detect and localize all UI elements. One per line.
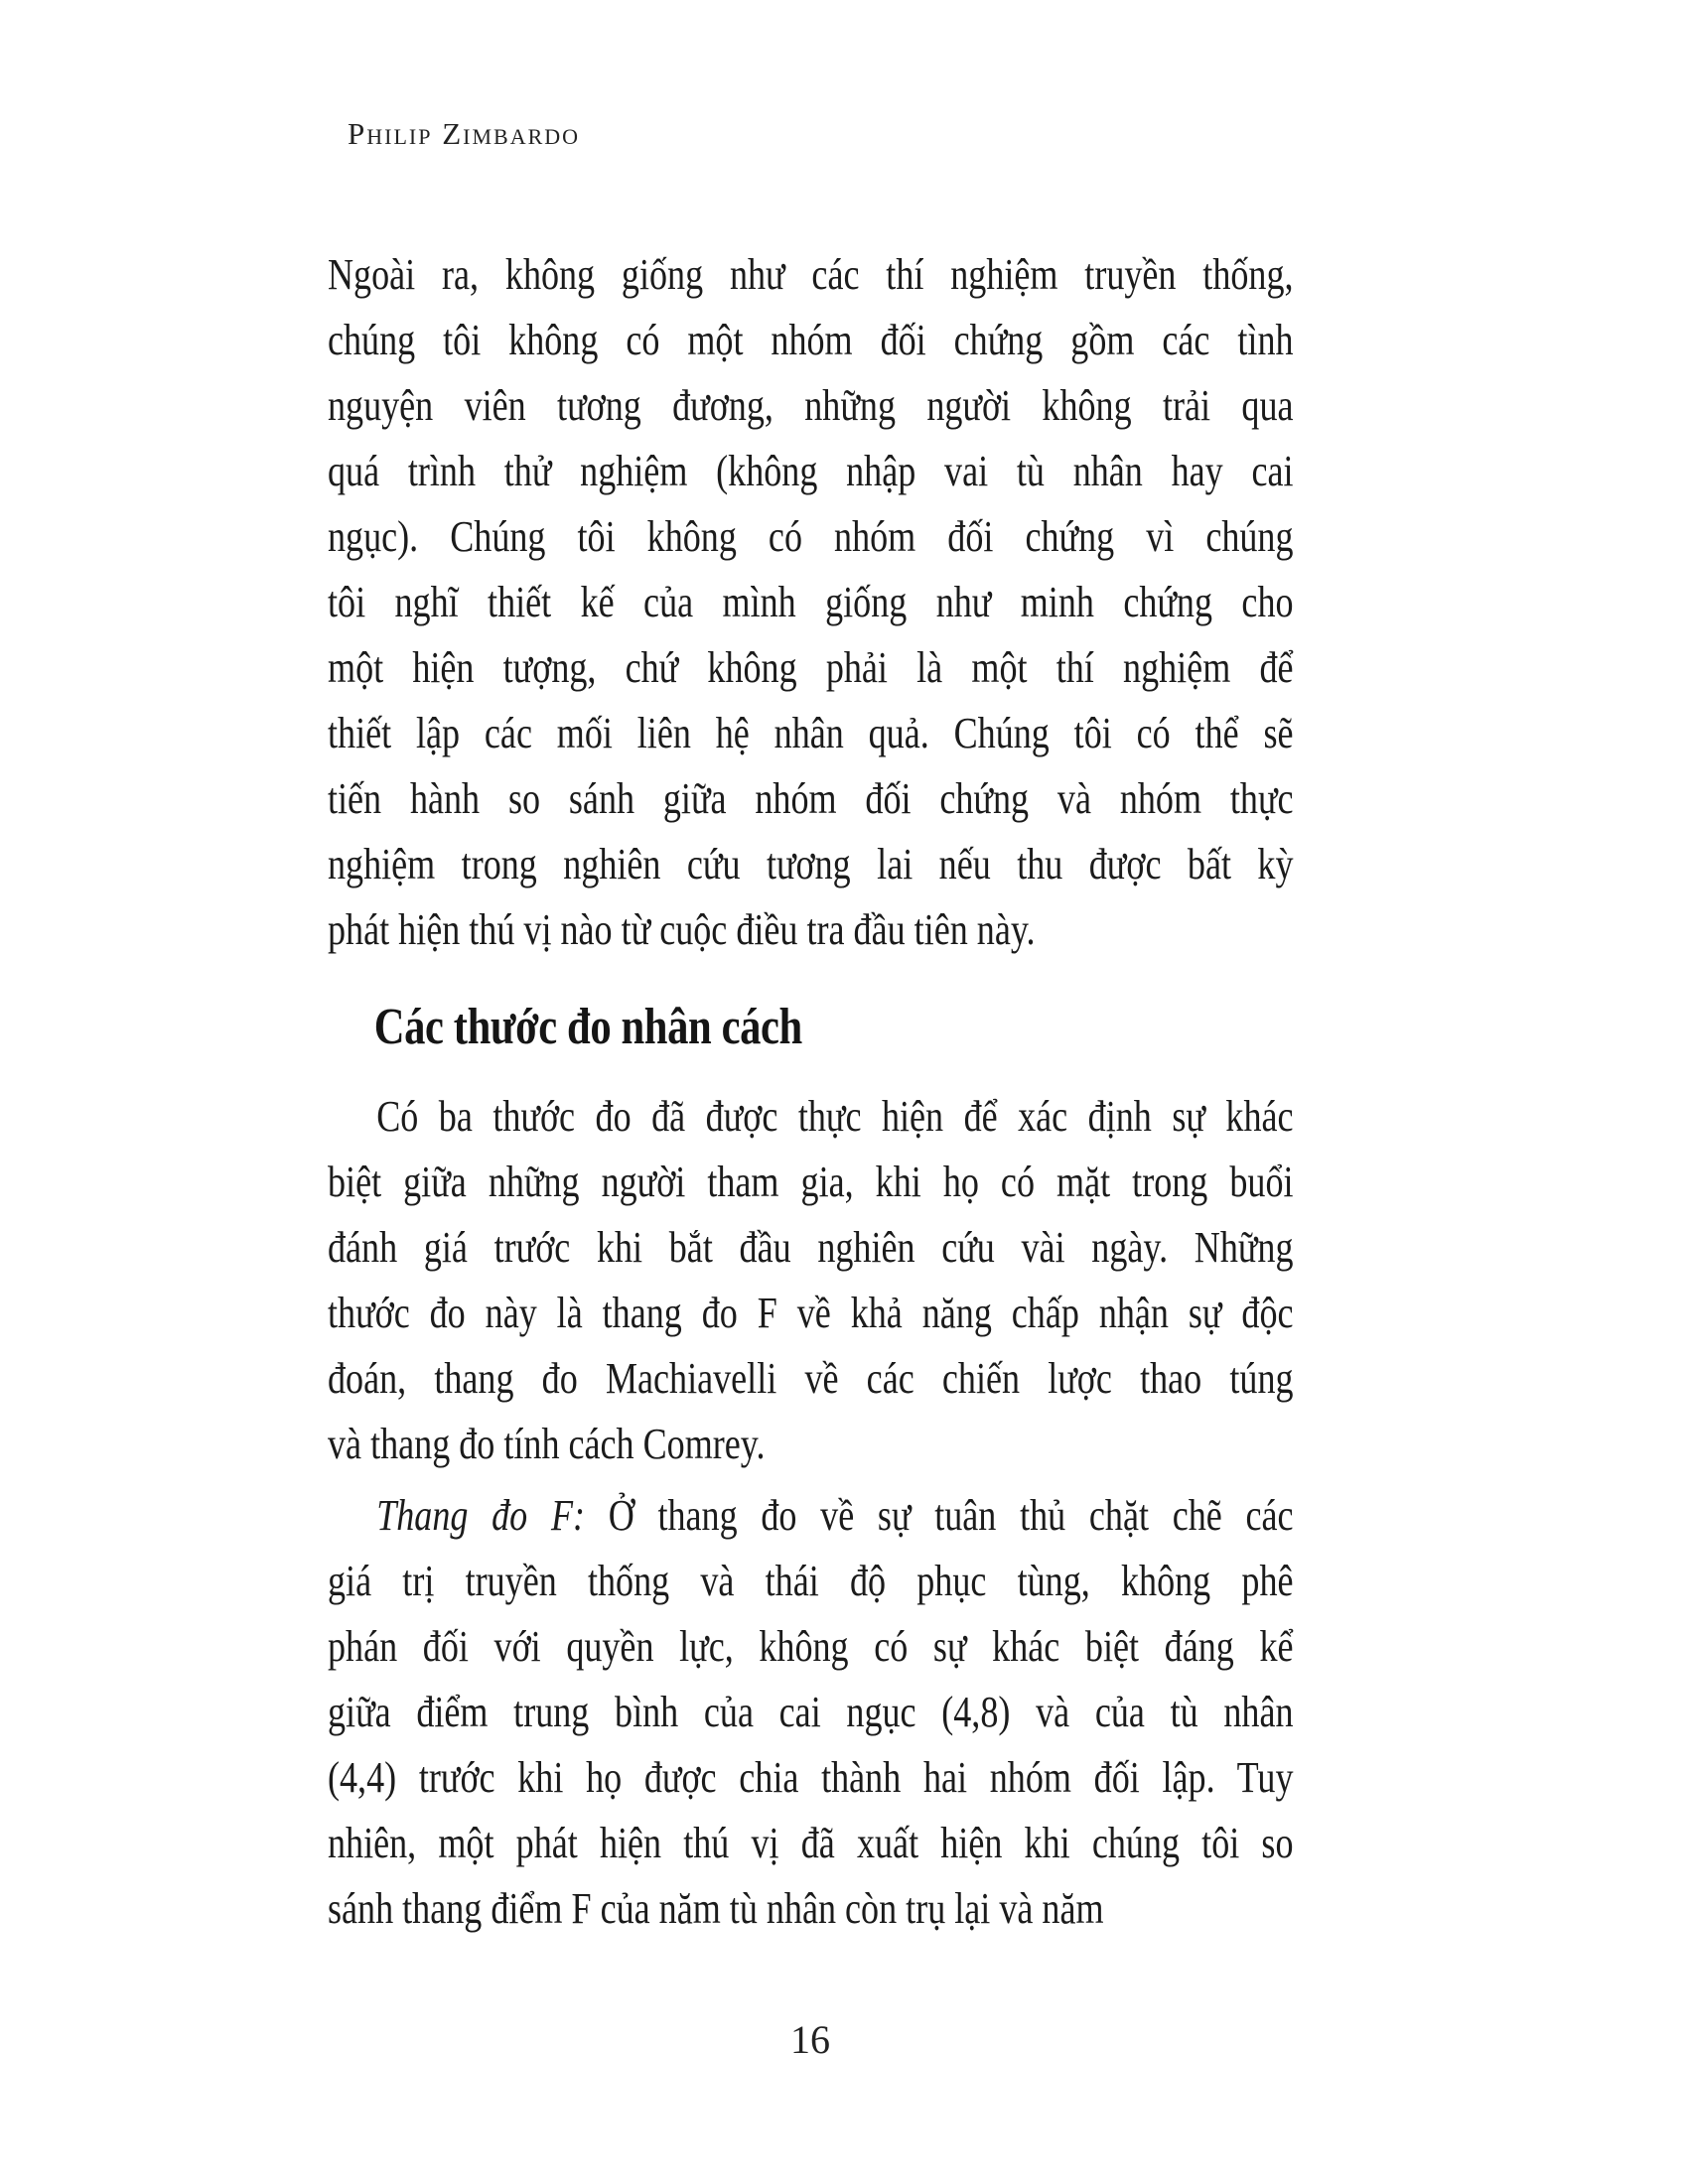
text-line: giá trị truyền thống và thái độ phục tùng, không phê [328, 1557, 1294, 1605]
text-line: ngục). Chúng tôi không có nhóm đối chứng vì chúng [328, 512, 1294, 561]
text-line: phán đối với quyền lực, không có sự khác biệt đáng kể [328, 1622, 1294, 1671]
text-line: tôi nghĩ thiết kế của mình giống như minh chứng cho [328, 578, 1294, 626]
text-line: chúng tôi không có một nhóm đối chứng gồm các tình [328, 316, 1294, 364]
text-line: một hiện tượng, chứ không phải là một thí nghiệm để [328, 643, 1294, 692]
text-line: (4,4) trước khi họ được chia thành hai nhóm đối lập. Tuy [328, 1753, 1294, 1802]
text-line: đánh giá trước khi bắt đầu nghiên cứu vài ngày. Những [328, 1223, 1294, 1272]
text-line: biệt giữa những người tham gia, khi họ có mặt trong buổi [328, 1158, 1294, 1206]
text-line [328, 1483, 1294, 1549]
text-line: thiết lập các mối liên hệ nhân quả. Chúng tôi có thể sẽ [328, 709, 1294, 757]
italic-text-segment: Thang đo F: [376, 1491, 609, 1540]
text-line: thước đo này là thang đo F về khả năng chấp nhận sự độc [328, 1289, 1294, 1337]
section-heading: Các thước đo nhân cách [373, 999, 802, 1055]
text-line: giữa điểm trung bình của cai ngục (4,8) và của tù nhân [328, 1688, 1294, 1736]
text-line: sánh thang điểm F của năm tù nhân còn trụ lại và năm [328, 1884, 1104, 1933]
text-line: quá trình thử nghiệm (không nhập vai tù nhân hay cai [328, 447, 1294, 495]
text-line: tiến hành so sánh giữa nhóm đối chứng và nhóm thực [328, 774, 1294, 823]
paragraph [328, 1483, 1294, 1942]
text-line: phát hiện thú vị nào từ cuộc điều tra đầu tiên này. [328, 905, 1036, 954]
text-line: nghiệm trong nghiên cứu tương lai nếu thu được bất kỳ [328, 840, 1294, 888]
text-line: và thang đo tính cách Comrey. [328, 1420, 766, 1468]
text-line: đoán, thang đo Machiavelli về các chiến lược thao túng [328, 1354, 1294, 1403]
text-line: Ngoài ra, không giống như các thí nghiệm truyền thống, [328, 250, 1294, 299]
paragraph [328, 1084, 1294, 1477]
page-number: 16 [790, 2017, 830, 2062]
text-line: nguyện viên tương đương, những người không trải qua [328, 381, 1294, 430]
text-segment: Ở thang đo về sự tuân thủ chặt chẽ các [608, 1491, 1294, 1540]
text-line: Có ba thước đo đã được thực hiện để xác định sự khác [376, 1092, 1294, 1141]
text-line: nhiên, một phát hiện thú vị đã xuất hiện khi chúng tôi so [328, 1819, 1294, 1867]
paragraph [328, 242, 1294, 963]
running-header: Philip Zimbardo [348, 116, 581, 151]
